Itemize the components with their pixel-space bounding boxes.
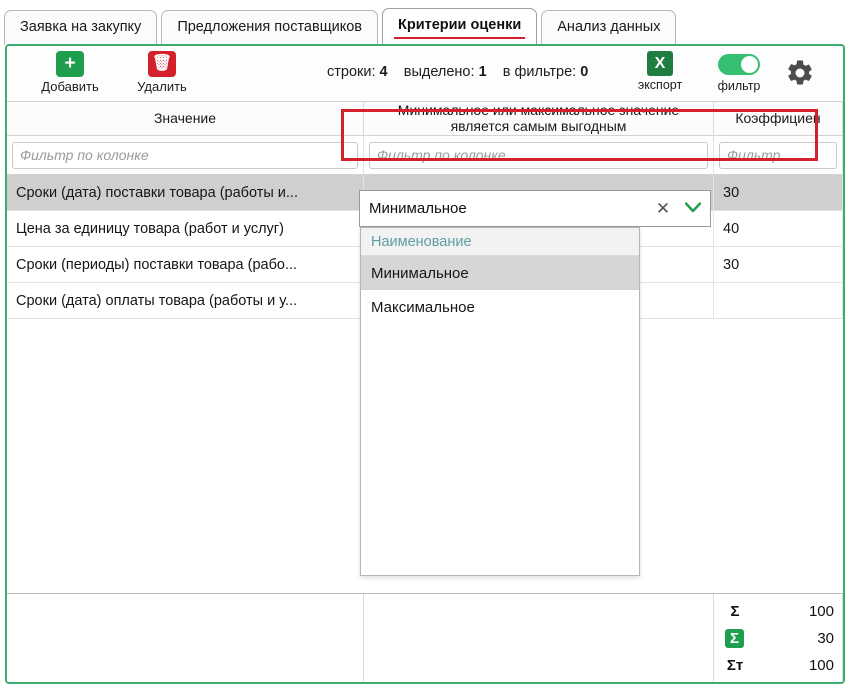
export-label: экспорт	[637, 78, 683, 92]
selected-label: выделено:	[403, 64, 475, 80]
filter-input-value[interactable]	[12, 142, 358, 169]
chevron-down-icon[interactable]	[676, 200, 710, 217]
cell-coefficient[interactable]: 30	[714, 247, 843, 282]
cell-coefficient[interactable]: 40	[714, 211, 843, 246]
filtered-label: в фильтре:	[502, 64, 577, 80]
tab-label: Предложения поставщиков	[177, 19, 362, 36]
chevron-down-glyph	[685, 202, 701, 213]
delete-row-button[interactable]	[125, 51, 199, 94]
filter-cell-coefficient	[714, 136, 843, 174]
sigma-selected-icon: Σ	[725, 629, 744, 648]
filter-cell-minmax	[364, 136, 714, 174]
column-header-value[interactable]: Значение	[7, 102, 364, 135]
tab-purchase-request[interactable]	[4, 10, 157, 45]
cell-coefficient[interactable]: 30	[714, 175, 843, 210]
dropdown-option-minimum[interactable]: Минимальное	[361, 256, 639, 290]
filter-cell-value	[7, 136, 364, 174]
total-row-sum	[720, 598, 834, 625]
rows-label: строки:	[327, 64, 376, 80]
cell-value[interactable]: Сроки (дата) оплаты товара (работы и у...	[7, 283, 364, 318]
footer-totals	[714, 594, 843, 682]
tab-label: Заявка на закупку	[20, 19, 142, 36]
total-row-selected-sum	[720, 625, 834, 652]
filter-input-minmax[interactable]	[369, 142, 708, 169]
export-button[interactable]	[627, 51, 693, 92]
clear-icon[interactable]: ✕	[655, 198, 671, 218]
gear-icon	[785, 58, 815, 88]
minmax-combobox[interactable]	[359, 190, 711, 227]
rows-value: 4	[379, 64, 388, 80]
tab-evaluation-criteria[interactable]	[382, 8, 537, 45]
toggle-switch[interactable]	[718, 54, 760, 75]
footer-cell-minmax	[364, 594, 714, 682]
settings-button[interactable]	[785, 58, 815, 88]
filter-toggle[interactable]	[704, 54, 774, 93]
cell-value[interactable]: Сроки (периоды) поставки товара (рабо...	[7, 247, 364, 282]
cell-value[interactable]: Сроки (дата) поставки товара (работы и...	[7, 175, 364, 210]
toggle-knob	[741, 56, 758, 73]
dropdown-option-maximum[interactable]: Максимальное	[371, 298, 475, 316]
grid-filter-row	[7, 136, 843, 175]
tab-label: Анализ данных	[557, 19, 661, 36]
filter-toggle-label: фильтр	[717, 79, 761, 93]
selected-value: 1	[478, 64, 487, 80]
tab-data-analysis[interactable]	[541, 10, 676, 45]
footer-cell-value	[7, 594, 364, 682]
filtered-value: 0	[580, 64, 589, 80]
tab-active-underline	[394, 37, 525, 39]
trash-icon: 🗑	[148, 51, 176, 77]
plus-icon: +	[56, 51, 84, 77]
column-header-minmax[interactable]: Минимальное или максимальное значение является самым выгодным	[364, 102, 714, 135]
total-value-grand: 100	[808, 657, 834, 674]
cell-coefficient[interactable]	[714, 283, 843, 318]
sigma-total-icon: Σт	[726, 657, 744, 674]
total-value-selected: 30	[817, 630, 834, 647]
grid-toolbar	[7, 46, 843, 102]
sigma-icon: Σ	[730, 603, 740, 620]
delete-row-label: Удалить	[137, 79, 187, 94]
combobox-value: Минимальное	[369, 200, 467, 217]
excel-icon: X	[647, 51, 673, 76]
tab-bar	[0, 0, 850, 44]
minmax-dropdown-list[interactable]	[360, 227, 640, 576]
grid-footer	[7, 593, 843, 682]
tab-supplier-offers[interactable]	[161, 10, 378, 45]
total-row-grand-sum	[720, 652, 834, 679]
dropdown-header: Наименование	[361, 228, 639, 256]
cell-value[interactable]: Цена за единицу товара (работ и услуг)	[7, 211, 364, 246]
add-row-button[interactable]	[33, 51, 107, 94]
total-value-sum: 100	[808, 603, 834, 620]
tab-label: Критерии оценки	[398, 17, 522, 34]
grid-header-row	[7, 102, 843, 136]
column-header-coefficient[interactable]: Коэффициен	[714, 102, 843, 135]
add-row-label: Добавить	[41, 79, 99, 94]
row-counters	[327, 64, 588, 80]
filter-input-coefficient[interactable]	[719, 142, 837, 169]
